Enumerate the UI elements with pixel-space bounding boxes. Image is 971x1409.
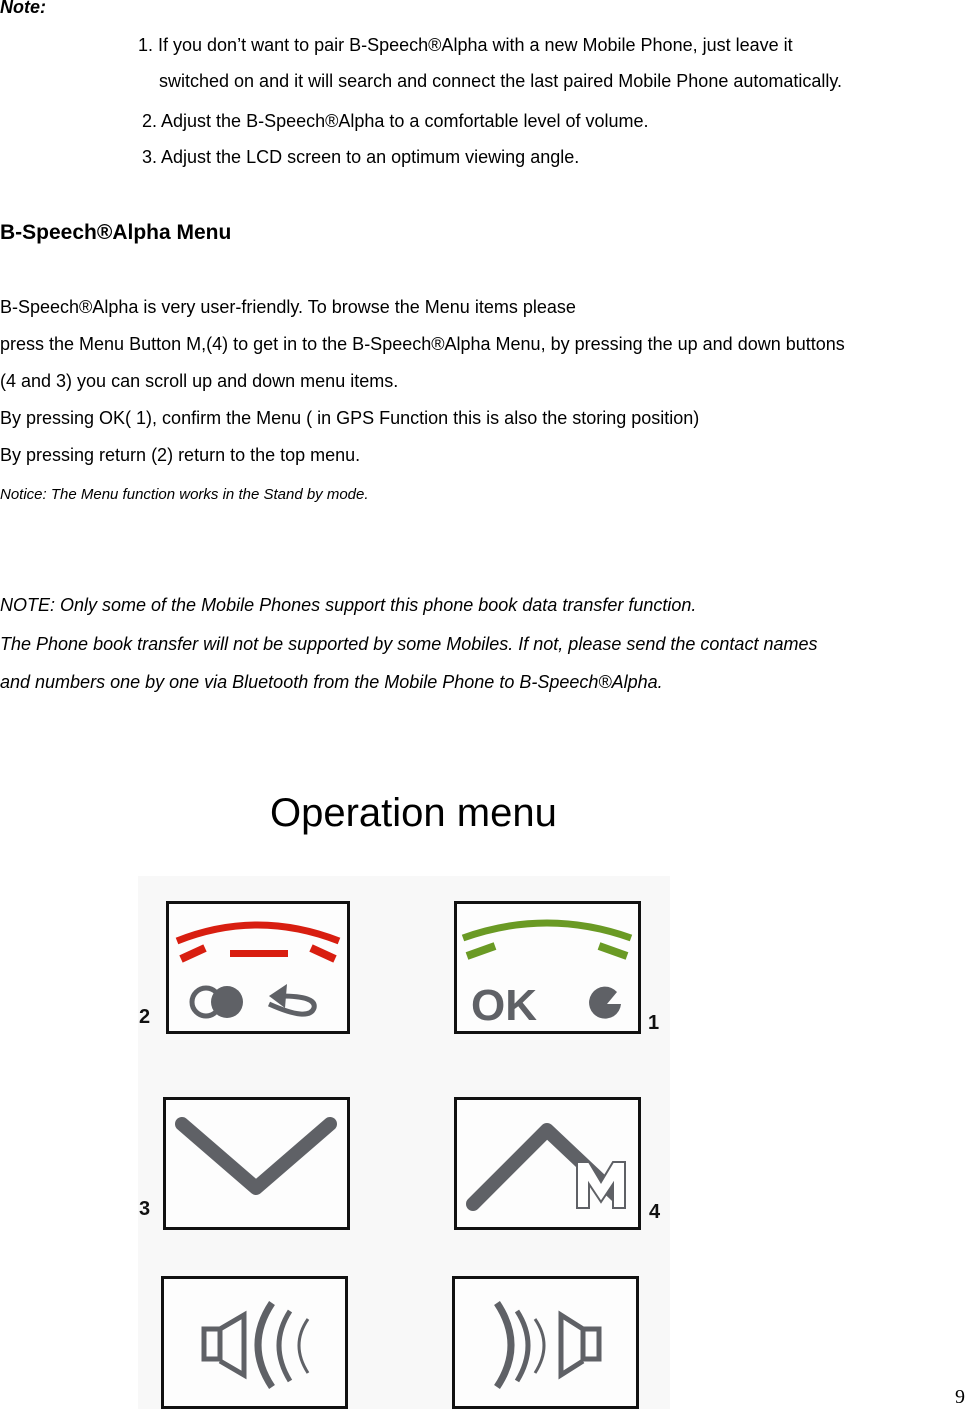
menu-notice: Notice: The Menu function works in the Stand by mode. — [0, 486, 369, 503]
operation-menu-title: Operation menu — [270, 791, 557, 835]
button-number-1: 1 — [648, 1012, 660, 1034]
menu-paragraph-line: By pressing OK( 1), confirm the Menu ( in GPS Function this is also the storing position) — [0, 408, 700, 428]
note-item-2: 2. Adjust the B-Speech®Alpha to a comfortable level of volume. — [142, 111, 649, 131]
volume-up-icon — [455, 1279, 636, 1406]
menu-paragraph-line: By pressing return (2) return to the top menu. — [0, 445, 361, 465]
note-label: Note: — [0, 0, 46, 17]
end-call-return-icon — [169, 904, 347, 1031]
menu-paragraph-line: (4 and 3) you can scroll up and down menu items. — [0, 371, 399, 391]
phonebook-note-line: NOTE: Only some of the Mobile Phones support this phone book data transfer function. — [0, 595, 697, 615]
page-number: 9 — [955, 1386, 965, 1408]
note-item-1: 1. If you don’t want to pair B-Speech®Alpha with a new Mobile Phone, just leave it — [138, 35, 793, 55]
volume-up-button — [452, 1276, 639, 1409]
phonebook-note-line: The Phone book transfer will not be supported by some Mobiles. If not, please send the contact names — [0, 634, 818, 654]
operation-menu-figure — [138, 876, 670, 1409]
button-number-3: 3 — [139, 1198, 151, 1220]
accept-call-ok-icon — [457, 904, 638, 1031]
up-chevron-menu-icon — [457, 1100, 638, 1227]
down-chevron-icon — [166, 1100, 347, 1227]
note-item-1-cont: switched on and it will search and connect the last paired Mobile Phone automatically. — [159, 71, 843, 91]
volume-down-button — [161, 1276, 348, 1409]
up-menu-button — [454, 1097, 641, 1230]
down-button — [163, 1097, 350, 1230]
button-number-2: 2 — [139, 1006, 151, 1028]
volume-down-icon — [164, 1279, 345, 1406]
button-number-4: 4 — [649, 1201, 661, 1223]
accept-call-ok-button — [454, 901, 641, 1034]
section-heading: B-Speech®Alpha Menu — [0, 221, 232, 244]
menu-paragraph-line: press the Menu Button M,(4) to get in to the B-Speech®Alpha Menu, by pressing the up and down buttons — [0, 334, 845, 354]
note-item-3: 3. Adjust the LCD screen to an optimum viewing angle. — [142, 147, 580, 167]
svg-text:OK: OK — [471, 981, 537, 1030]
phonebook-note-line: and numbers one by one via Bluetooth from the Mobile Phone to B-Speech®Alpha. — [0, 672, 663, 692]
menu-paragraph-line: B-Speech®Alpha is very user-friendly. To browse the Menu items please — [0, 297, 576, 317]
end-call-return-button — [166, 901, 350, 1034]
